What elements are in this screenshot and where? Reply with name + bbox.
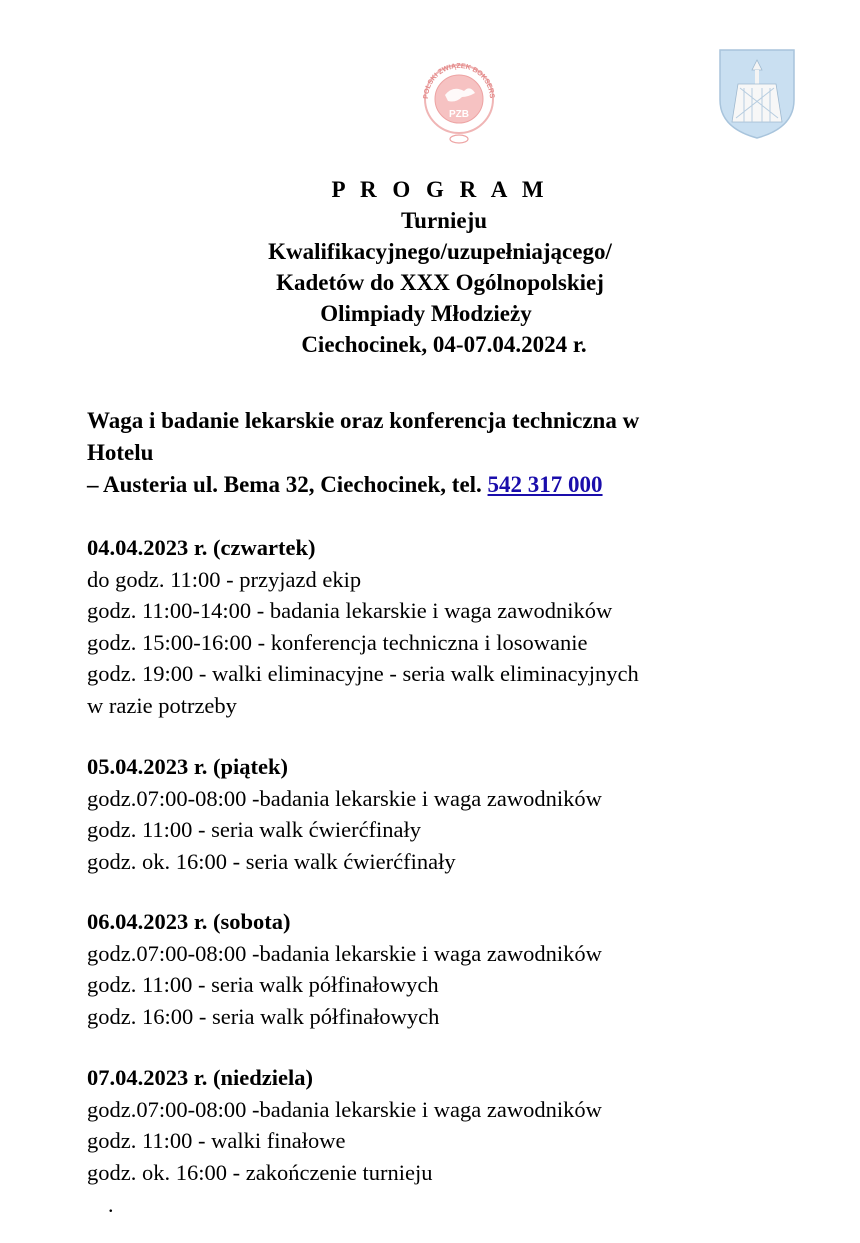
- schedule-item: w razie potrzeby: [87, 692, 237, 718]
- title-line: P R O G R A M: [331, 177, 549, 202]
- schedule-item: godz.07:00-08:00 -badania lekarskie i waga zawodników: [87, 940, 602, 966]
- day-section: [87, 1062, 787, 1188]
- title-line: Olimpiady Młodzieży: [320, 301, 532, 326]
- title-line: Kwalifikacyjnego/uzupełniającego/: [268, 239, 612, 264]
- schedule-item: godz.07:00-08:00 -badania lekarskie i waga zawodników: [87, 785, 602, 811]
- day-heading: 04.04.2023 r. (czwartek): [87, 535, 316, 560]
- venue-line: Waga i badanie lekarskie oraz konferencja techniczna w: [87, 408, 640, 433]
- footer-mark: .: [108, 1192, 114, 1217]
- venue-line: Hotelu: [87, 440, 154, 465]
- day-heading: 05.04.2023 r. (piątek): [87, 754, 289, 779]
- schedule-item: godz. ok. 16:00 - seria walk ćwierćfinały: [87, 848, 456, 874]
- day-heading: 07.04.2023 r. (niedziela): [87, 1065, 314, 1090]
- schedule-item: godz. 11:00 - seria walk ćwierćfinały: [87, 817, 422, 842]
- pzb-logo-text: POLSKI ZWIĄZEK BOKSERS: [422, 62, 496, 100]
- venue-address: – Austeria ul. Bema 32, Ciechocinek, tel.: [87, 472, 488, 497]
- day-heading: 06.04.2023 r. (sobota): [87, 909, 291, 934]
- venue-info: [87, 405, 787, 501]
- title-line: Turnieju: [400, 208, 488, 233]
- schedule-item: godz. ok. 16:00 - zakończenie turnieju: [87, 1159, 433, 1185]
- title-line: Kadetów do XXX Ogólnopolskiej: [276, 270, 604, 295]
- schedule-item: godz. 11:00 - walki finałowe: [87, 1128, 346, 1153]
- title-line: Ciechocinek, 04-07.04.2024 r.: [301, 332, 587, 357]
- day-section: [87, 906, 787, 1032]
- day-section: [87, 532, 787, 721]
- schedule-item: godz. 11:00 - seria walk półfinałowych: [87, 972, 439, 997]
- pzb-logo: [418, 55, 500, 147]
- schedule-item: godz. 11:00-14:00 - badania lekarskie i waga zawodników: [87, 598, 613, 623]
- venue-line: [87, 469, 787, 501]
- ciechocinek-crest-icon: [718, 48, 796, 140]
- schedule-item: godz. 16:00 - seria walk półfinałowych: [87, 1003, 440, 1029]
- schedule-item: godz. 15:00-16:00 - konferencja techniczna i losowanie: [87, 629, 588, 655]
- pzb-logo-initials: PZB: [449, 109, 469, 120]
- schedule-item: do godz. 11:00 - przyjazd ekip: [87, 566, 362, 592]
- day-section: [87, 751, 787, 877]
- program-title: [90, 174, 790, 360]
- schedule-item: godz. 19:00 - walki eliminacyjne - seria walk eliminacyjnych: [87, 661, 639, 686]
- phone-link[interactable]: 542 317 000: [487, 472, 603, 497]
- schedule-item: godz.07:00-08:00 -badania lekarskie i waga zawodników: [87, 1096, 602, 1122]
